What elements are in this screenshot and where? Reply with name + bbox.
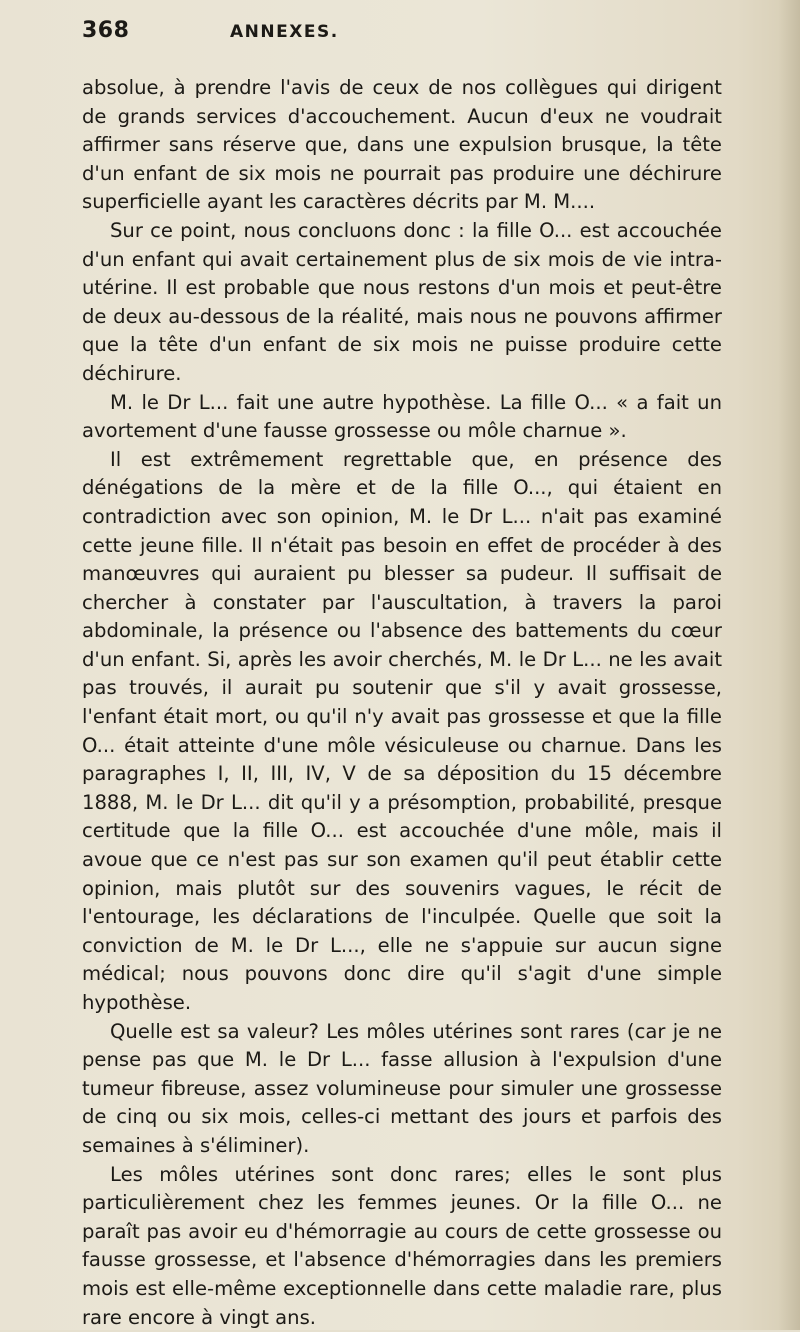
page-number: 368 [82,18,130,43]
paragraph-rarity: Les môles utérines sont donc rares; elles le sont plus particulièrement chez les femmes jeunes. Or la fille O... ne paraît pas avoir eu d'hémorragie au cours de cette grossesse ou fausse grossesse, et l'absence d'hémorragies dans les premiers mois est elle-même exceptionnelle dans cette maladie rare, plus rare encore à vingt ans. [82,1162,722,1329]
paragraph-examination: Il est extrêmement regrettable que, en présence des dénégations de la mère et de la fille O..., qui étaient en contradiction avec son opinion, M. le Dr L... n'ait pas examiné cette jeune fille. Il n'était pas besoin en effet de procéder à des manœuvres qui auraient pu blesser sa pudeur. Il suffisait de chercher à constater par l'auscultation, à travers la paroi abdominale, la présence ou l'absence des battements du cœur d'un enfant. Si, après les avoir cherchés, M. le Dr L... ne les avait pas trouvés, il aurait pu soutenir que s'il y avait grossesse, l'enfant était mort, ou qu'il n'y avait pas grossesse et que la fille O... était atteinte d'une môle vésiculeuse ou charnue. Dans les paragraphes I, II, III, IV, V de sa déposition du 15 décembre 1888, M. le Dr L... dit qu'il y a présomption, probabilité, presque certitude que la fille O... est accouchée d'une môle, mais il avoue que ce n'est pas sur son examen qu'il peut établir cette opinion, mais plutôt sur des souvenirs vagues, le récit de l'entourage, les déclarations de l'inculpée. Quelle que soit la conviction de M. le Dr L..., elle ne s'appuie sur aucun signe médical; nous pouvons donc dire qu'il s'agit d'une simple hypothèse. [82,447,722,1014]
paragraph-hypothesis: M. le Dr L... fait une autre hypothèse. La fille O... « a fait un avortement d'une fausse grossesse ou môle charnue ». [82,390,722,443]
paragraph-conclusion: Sur ce point, nous concluons donc : la fille O... est accouchée d'un enfant qui avait certainement plus de six mois de vie intra-utérine. Il est probable que nous restons d'un mois et peut-être de deux au-dessous de la réalité, mais nous ne pouvons affirmer que la tête d'un enfant de six mois ne puisse produire cette déchirure. [82,218,722,385]
page-edge-shadow [778,0,800,1330]
page-header [82,18,722,54]
paragraph-continuation: absolue, à prendre l'avis de ceux de nos collègues qui dirigent de grands services d'accouchement. Aucun d'eux ne voudrait affirmer sans réserve que, dans une expulsion brusque, la tête d'un enfant de six mois ne pourrait pas produire une déchirure superficielle ayant les caractères décrits par M. M.... [82,76,722,214]
paragraph-value: Quelle est sa valeur? Les môles utérines sont rares (car je ne pense pas que M. le Dr L... fasse allusion à l'expulsion d'une tumeur fibreuse, assez volumineuse pour simuler une grossesse de cinq ou six mois, celles-ci mettant des jours et parfois des semaines à s'éliminer). [82,1019,722,1157]
body-text [82,74,722,1332]
running-head: ANNEXES. [230,22,339,42]
